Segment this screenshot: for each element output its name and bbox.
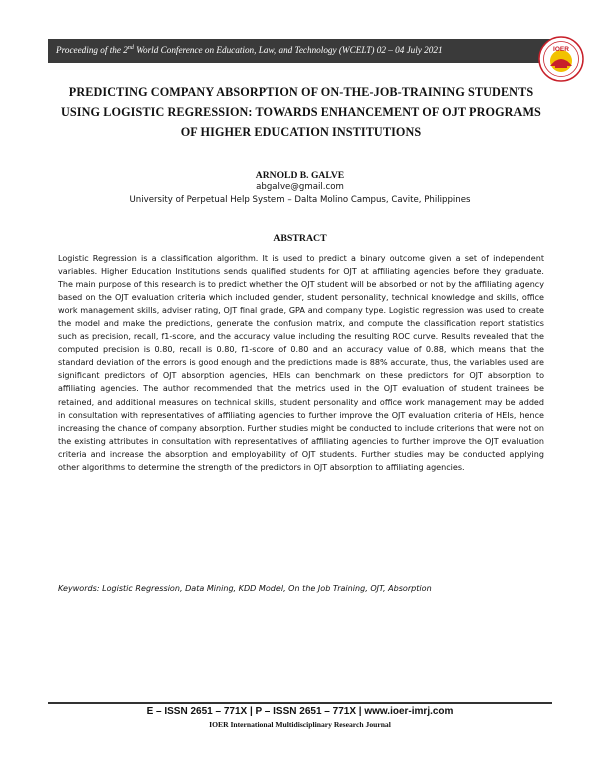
footer-issn: E – ISSN 2651 – 771X | P – ISSN 2651 – 771X | www.ioer-imrj.com [146,706,454,717]
author-affiliation: University of Perpetual Help System – Dalta Molino Campus, Cavite, Philippines [129,195,471,205]
header-sup: nd [127,45,134,51]
abstract-body: Logistic Regression is a classification algorithm. It is used to predict a binary outcome given a set of independent variables. Higher Education Institutions sends qualified students for OJT at affiliating agencies before they graduate. The main purpose of this research is to predict whether the OJT student will be absorbed or not by the affiliating agency based on the OJT evaluation criteria which included gender, student personality, technical knowledge and skills, office work management skills, adviser rating, OJT final grade, GPA and company type. Logistic regression was used to create the model and make the predictions, generate the confusion matrix, and compute the classification report statistics such as precision, recall, f1-score, and the accuracy value including the resulting ROC curve. Results revealed that the computed precision is 0.80, recall is 0.80, f1-score of 0.80 and an accuracy value of 0.88, which means that the standard deviation of the errors is good enough and the predictions made is 88% accurate, thus, the variables used are significant predictors of OJT absorption agencies, HEIs can benchmark on these predictors for OJT absorption to affiliating agencies. The author recommended that the metrics used in the OJT evaluation of student trainees be retained, and additional measures on technical skills, student personality and office work management may be added in consultation with representatives of affiliating agencies to further improve the OJT evaluation criteria of HEIs, hence increasing the chance of company absorption. Further studies might be conducted to include criterions that were not on the existing attributes in consultation with representatives of affiliating agencies to further improve the OJT evaluation criteria and increase the absorption and employability of OJT students. Further studies may be conducted applying other algorithms to determine the strength of the predictors in OJT absorption to affiliating agencies. [58,254,544,472]
abstract-heading: ABSTRACT [273,233,327,244]
author-name: ARNOLD B. GALVE [255,170,345,181]
footer-journal: IOER International Multidisciplinary Research Journal [209,720,391,729]
title-line-2: USING LOGISTIC REGRESSION: TOWARDS ENHANCEMENT OF OJT PROGRAMS [61,105,541,119]
ioer-logo [538,36,584,82]
title-line-3: OF HIGHER EDUCATION INSTITUTIONS [180,125,422,139]
keywords: Keywords: Logistic Regression, Data Mining, KDD Model, On the Job Training, OJT, Absorption [58,584,432,593]
title-line-1: PREDICTING COMPANY ABSORPTION OF ON-THE-JOB-TRAINING STUDENTS [68,85,534,99]
paper-title [60,82,542,142]
author-email: abgalve@gmail.com [256,182,344,192]
logo-text: IOER [553,46,569,53]
header-text-after: World Conference on Education, Law, and Technology (WCELT) 02 – 04 July 2021 [133,45,443,56]
footer-divider [48,702,552,704]
header-text-before: Proceeding of the 2 [56,45,128,56]
conference-header [56,45,526,55]
